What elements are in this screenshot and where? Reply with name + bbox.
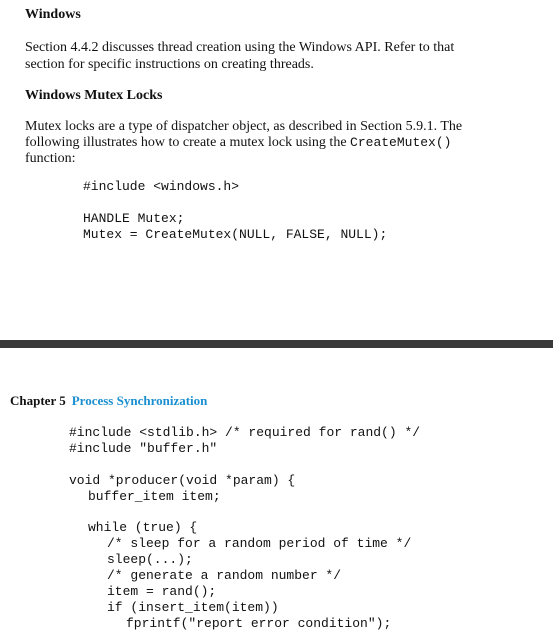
- code-line: while (true) {: [88, 520, 198, 535]
- code-line-include: #include <windows.h>: [83, 179, 240, 194]
- section-heading-mutex-locks: Windows Mutex Locks: [25, 88, 163, 103]
- code-line: #include <stdlib.h> /* required for rand() */: [69, 425, 421, 440]
- section-heading-windows: Windows: [25, 7, 81, 22]
- chapter-label: Chapter 5: [10, 393, 66, 408]
- paragraph-line: function:: [25, 151, 76, 166]
- chapter-title: Process Synchronization: [71, 393, 208, 408]
- code-line: item = rand();: [107, 584, 217, 599]
- code-line: sleep(...);: [107, 552, 193, 567]
- code-line: buffer_item item;: [88, 489, 221, 504]
- inline-code: CreateMutex(): [350, 135, 452, 150]
- paragraph-line: Section 4.4.2 discusses thread creation using the Windows API. Refer to that: [25, 40, 455, 55]
- page-bottom: [0, 348, 553, 635]
- code-line-create-mutex: Mutex = CreateMutex(NULL, FALSE, NULL);: [83, 227, 388, 242]
- code-line: if (insert_item(item)): [107, 600, 279, 615]
- running-header: [10, 393, 207, 409]
- paragraph-mutex-description: [25, 119, 525, 167]
- code-line: /* sleep for a random period of time */: [107, 536, 412, 551]
- paragraph-thread-creation: [25, 39, 525, 73]
- paragraph-line: following illustrates how to create a mutex lock using the: [25, 135, 351, 150]
- code-line: #include "buffer.h": [69, 441, 218, 456]
- paragraph-line: section for specific instructions on creating threads.: [25, 57, 314, 72]
- code-line: /* generate a random number */: [107, 568, 342, 583]
- page-divider: [0, 340, 553, 348]
- paragraph-line: Mutex locks are a type of dispatcher object, as described in Section 5.9.1. The: [25, 119, 463, 134]
- code-line-declaration: HANDLE Mutex;: [83, 211, 185, 226]
- code-line: fprintf("report error condition");: [126, 616, 392, 631]
- code-line: void *producer(void *param) {: [69, 473, 296, 488]
